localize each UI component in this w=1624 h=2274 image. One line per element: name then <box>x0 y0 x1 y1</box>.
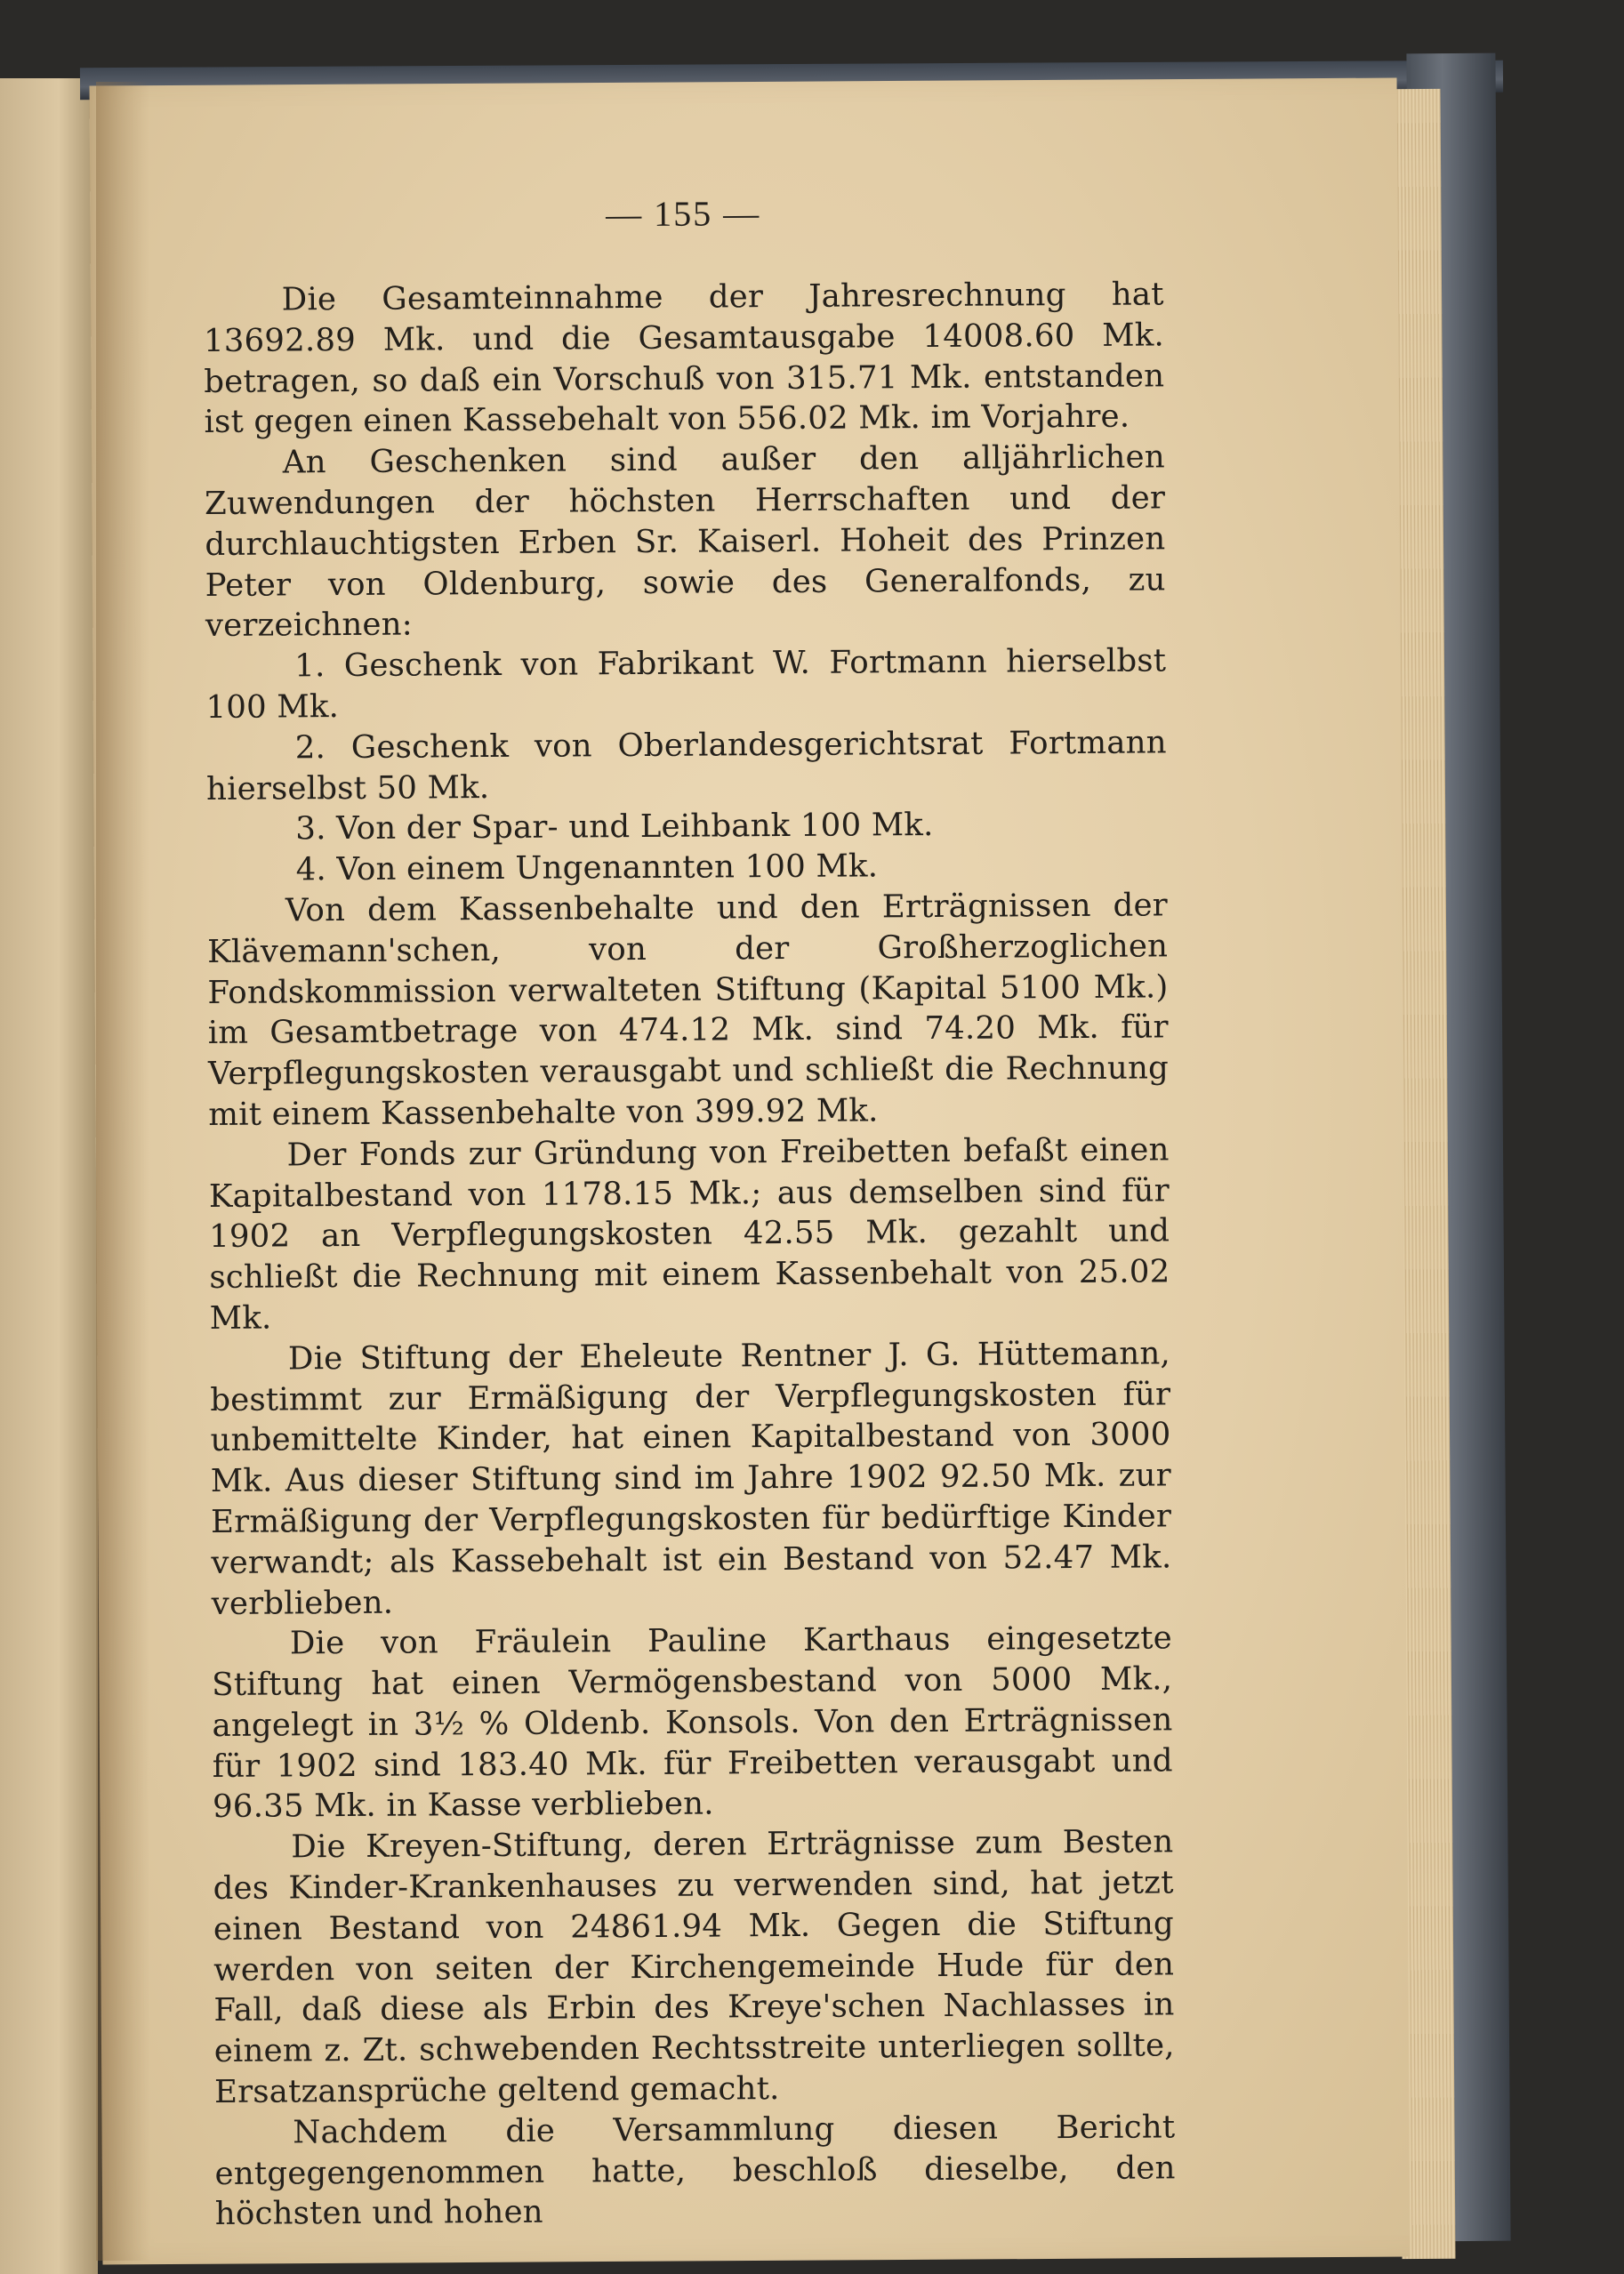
gift-item: 3. Von der Spar- und Leihbank 100 Mk. <box>295 807 934 848</box>
paragraph: Von dem Kassenbehalte und den Erträgnissen der Klävemann'schen, von der Großherzoglichen Fondskommission verwalteten Stiftung (Kapital 5100 Mk.) im Gesamtbetrage von 474.12 Mk. sind 74.20 Mk. für Verpflegungskosten verausgabt und schließt die Rechnung mit einem Kassenbehalte von 399.92 Mk. <box>207 887 1170 1133</box>
gift-item: 4. Von einem Ungenannten 100 Mk. <box>295 848 879 888</box>
paragraph: Nachdem die Versammlung diesen Bericht entgegengenommen hatte, beschloß dieselbe, den höchsten und hohen <box>214 2109 1176 2233</box>
paragraph: Der Fonds zur Gründung von Freibetten befaßt einen Kapitalbestand von 1178.15 Mk.; aus demselben sind für 1902 an Verpflegungskosten 42.55 Mk. gezahlt und schließt die Rechnung mit einem Kassenbehalt von 25.02 Mk. <box>208 1131 1170 1337</box>
gift-item: 2. Geschenk von Oberlandesgerichtsrat Fortmann hierselbst 50 Mk. <box>205 724 1167 808</box>
paragraph: An Geschenken sind außer den alljährlichen Zuwendungen der höchsten Herrschaften und der durchlauchtigsten Erben Sr. Kaiserl. Hoheit des Prinzen Peter von Oldenburg, sowie des Generalfonds, zu verzeichnen: <box>204 438 1166 645</box>
paragraph: Die Stiftung der Eheleute Rentner J. G. Hüttemann, bestimmt zur Ermäßigung der Verpflegungskosten für unbemittelte Kinder, hat einen Kapitalbestand von 3000 Mk. Aus dieser Stiftung sind im Jahre 1902 92.50 Mk. zur Ermäßigung der Verpflegungskosten für bedürftige Kinder verwandt; als Kassebehalt ist ein Bestand von 52.47 Mk. verblieben. <box>210 1335 1172 1622</box>
page-text <box>203 189 1176 2235</box>
paragraph: Die Kreyen-Stiftung, deren Erträgnisse zum Besten des Kinder-Krankenhauses zu verwenden sind, hat jetzt einen Bestand von 24861.94 Mk. Gegen die Stiftung werden von seiten der Kirchengemeinde Hude für den Fall, daß diese als Erbin des Kreye'schen Nachlasses in einem z. Zt. schwebenden Rechtsstreite unterliegen sollte, Ersatzansprüche geltend gemacht. <box>213 1823 1175 2111</box>
page-gutter <box>96 82 149 2261</box>
paragraph: Die von Fräulein Pauline Karthaus eingesetzte Stiftung hat einen Vermögensbestand von 5000 Mk., angelegt in 3½ % Oldenb. Konsols. Von den Erträgnissen für 1902 sind 183.40 Mk. für Freibetten verausgabt und 96.35 Mk. in Kasse verblieben. <box>212 1619 1173 1826</box>
left-page-edge <box>0 78 98 2274</box>
gift-item: 1. Geschenk von Fabrikant W. Fortmann hierselbst 100 Mk. <box>205 642 1167 726</box>
page-number: — 155 — <box>605 193 761 235</box>
paragraph: Die Gesamteinnahme der Jahresrechnung hat 13692.89 Mk. und die Gesamtausgabe 14008.60 Mk. betragen, so daß ein Vorschuß von 315.71 Mk. entstanden ist gegen einen Kassebehalt von 556.02 Mk. im Vorjahre. <box>203 276 1165 441</box>
